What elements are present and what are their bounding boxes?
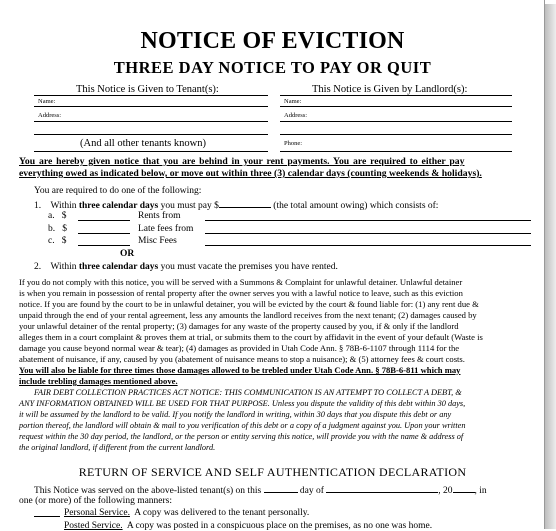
served-month-field[interactable]: [326, 484, 438, 493]
served-year-field[interactable]: [453, 484, 475, 493]
return-of-service-heading: RETURN OF SERVICE AND SELF AUTHENTICATION DECLARATION: [78, 465, 467, 479]
tenant-address-label: Address:: [38, 112, 62, 119]
fee-letter: b.: [48, 224, 56, 234]
served-line-text-a: This Notice was served on the above-listed tenant(s) on this: [34, 486, 262, 496]
treble-line-1: You will also be liable for three times those damages allowed to be trebled under Utah Code Ann. § 78B-6-811 which may: [19, 365, 461, 375]
fee-amount-field-c[interactable]: [78, 245, 130, 246]
tenant-heading-rule: [34, 95, 268, 96]
served-line: [34, 484, 487, 496]
legal-line-3: notice. If you are found by the court to be in unlawful detainer, you will be evicted by the court & found liable for: (1) any rent due &: [19, 299, 479, 309]
landlord-heading-rule: [280, 95, 512, 96]
tenant-heading: This Notice is Given to Tenant(s):: [76, 84, 219, 95]
personal-service-label: Personal Service.: [64, 508, 130, 518]
personal-service-checkbox[interactable]: [34, 516, 60, 517]
option-1-post: (the total amount owing) which consists of:: [273, 201, 439, 211]
tenant-name-field[interactable]: [34, 106, 268, 107]
legal-line-6: alleges them in a court complaint & proves them at trial, or submits them to the court by affidavit in the event of your default (Waste is: [19, 332, 483, 342]
personal-service-text: A copy was delivered to the tenant personally.: [134, 508, 310, 518]
option-1: [34, 199, 438, 211]
document-title: NOTICE OF EVICTION: [140, 28, 405, 54]
fee-label-b: Late fees from: [138, 224, 194, 234]
option-2: [34, 262, 338, 272]
option-2-pre: Within: [50, 262, 77, 272]
manners-line: one (or more) of the following manners:: [19, 496, 173, 506]
notice-line-2: everything owed as indicated below, or move out within three (3) calendar days (counting weekends & holidays).: [19, 168, 482, 179]
option-1-pre: Within: [50, 201, 77, 211]
fee-row-a: [48, 211, 66, 221]
legal-line-2: is when you remain in possession of rental property after the owner serves you with a lawful notice to leave, such as this eviction: [19, 288, 463, 298]
notice-line-1: You are hereby given notice that you are behind in your rent payments. You are required to either pay: [19, 156, 465, 167]
personal-service-row: [64, 508, 309, 518]
served-line-text-b: day of: [299, 486, 324, 496]
fee-row-b: [48, 224, 67, 234]
tenant-address-field[interactable]: [34, 121, 268, 122]
served-line-text-c: , 20: [438, 486, 453, 496]
legal-line-5: your unlawful detainer of the rental property; (3) damages for any waste of the property caused by you, if & only if the landlord: [19, 321, 459, 331]
landlord-phone-label: Phone:: [284, 140, 303, 147]
option-1-bold: three calendar days: [78, 201, 159, 211]
landlord-address-field-2[interactable]: [280, 134, 512, 135]
fdcpa-line-5: request within the 30 day period, the landlord, or the person or entity serving this notice, will provide you with the name & address of: [19, 432, 464, 441]
posted-service-row: [64, 521, 432, 531]
option-1-mid: you must pay $: [160, 201, 219, 211]
landlord-name-label: Name:: [284, 98, 302, 105]
tenant-name-label: Name:: [38, 98, 56, 105]
served-line-text-d: , in: [474, 486, 487, 496]
option-2-number: 2.: [34, 262, 42, 272]
option-1-number: 1.: [34, 201, 42, 211]
fee-letter: c.: [48, 236, 55, 246]
fdcpa-line-4: portion thereof, the landlord will obtain & mail to you verification of this debt or a copy of a judgment against you. Upon your written: [19, 421, 466, 430]
landlord-name-field[interactable]: [280, 106, 512, 107]
legal-line-7: damage you cause beyond normal wear & tear); (4) damages as provided in Utah Code Ann. § 78B-6-1107 through 1114 for the: [19, 343, 460, 353]
landlord-heading: This Notice is Given by Landlord(s):: [312, 84, 468, 95]
served-day-field[interactable]: [264, 484, 298, 493]
landlord-phone-field[interactable]: [280, 151, 512, 152]
fdcpa-line-3: it will be assumed by the landlord to be valid. If you notify the landlord in writing, within 30 days that you dispute this debt or any: [19, 410, 452, 419]
page-shadow: [545, 4, 556, 529]
posted-service-text: A copy was posted in a conspicuous place on the premises, as no one was home.: [126, 521, 433, 531]
treble-line-2: include trebling damages mentioned above.: [19, 376, 178, 386]
landlord-address-label: Address:: [284, 112, 308, 119]
document-subtitle: THREE DAY NOTICE TO PAY OR QUIT: [113, 58, 432, 77]
fdcpa-line-1: FAIR DEBT COLLECTION PRACTICES ACT NOTICE: THIS COMMUNICATION IS AN ATTEMPT TO COLLECT A DEBT, &: [34, 388, 462, 397]
fee-currency: $: [62, 224, 67, 234]
legal-line-4: unpaid through the end of your rental agreement, less any amounts the landlord receives from the next tenant; (2) damages caused by: [19, 310, 477, 320]
fee-detail-field-b[interactable]: [205, 233, 531, 234]
fee-label-a: Rents from: [138, 211, 181, 221]
fee-currency: $: [61, 211, 67, 221]
fee-letter: a.: [48, 211, 55, 221]
fee-label-c: Misc Fees: [138, 236, 177, 246]
fee-amount-field-b[interactable]: [78, 233, 130, 234]
tenant-footer: (And all other tenants known): [80, 138, 206, 149]
total-amount-field[interactable]: [219, 199, 271, 208]
legal-line-1: If you do not comply with this notice, you will be served with a Summons & Complaint for unlawful detainer. Unlawful detainer: [19, 277, 463, 287]
fee-amount-field-a[interactable]: [78, 220, 130, 221]
or-label: OR: [120, 249, 135, 259]
fee-currency: $: [61, 236, 67, 246]
option-2-post: you must vacate the premises you have rented.: [160, 262, 338, 272]
landlord-address-field[interactable]: [280, 121, 512, 122]
fee-row-c: [48, 236, 66, 246]
required-intro: You are required to do one of the following:: [34, 186, 202, 196]
posted-service-label: Posted Service.: [64, 521, 123, 531]
fdcpa-line-6: the original landlord, if different from the current landlord.: [19, 443, 216, 452]
fdcpa-line-2: ANY INFORMATION OBTAINED WILL BE USED FOR THAT PURPOSE. Unless you dispute the validity of this debt within 30 days,: [19, 399, 466, 408]
fee-detail-field-a[interactable]: [205, 220, 531, 221]
tenant-address-field-2[interactable]: [34, 134, 268, 135]
fee-detail-field-c[interactable]: [205, 245, 531, 246]
legal-line-8: abatement of nuisance, if any, caused by you (abatement of nuisance means to stop a nuisance); & (5) attorney fees & court costs.: [19, 354, 465, 364]
option-2-bold: three calendar days: [78, 262, 159, 272]
tenant-footer-rule: [34, 151, 268, 152]
